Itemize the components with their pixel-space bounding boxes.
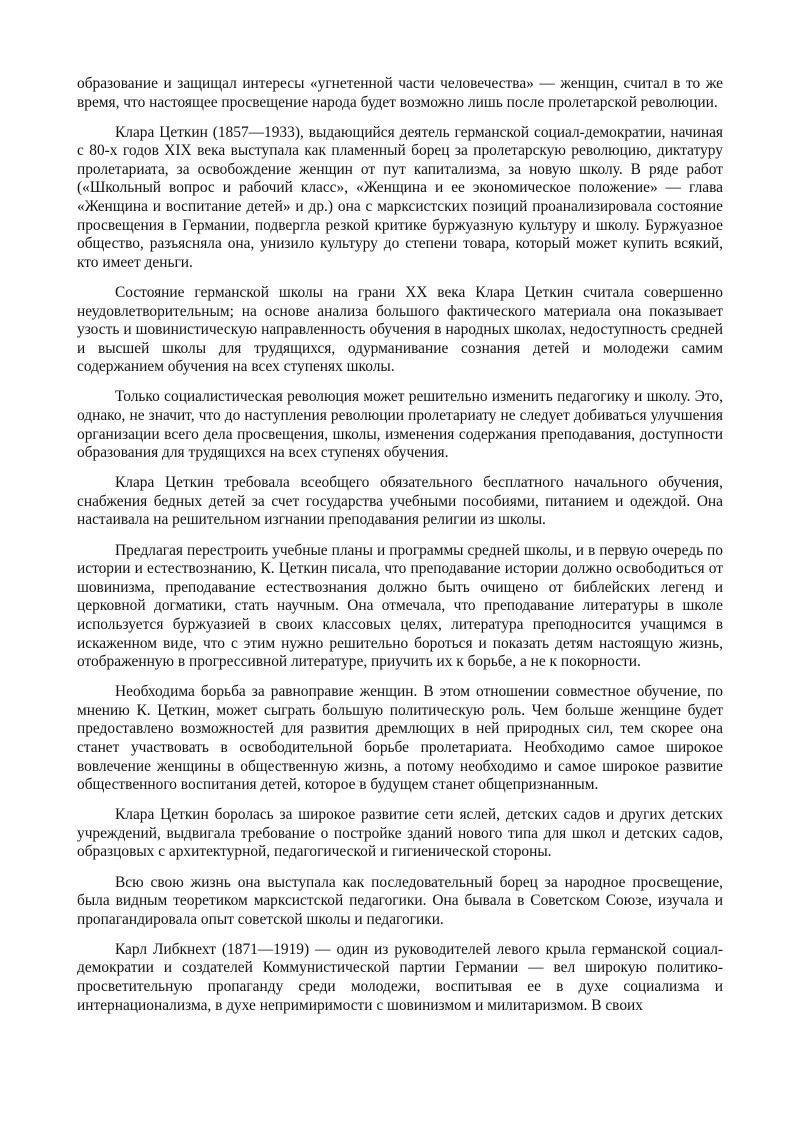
document-page [77, 75, 723, 1027]
paragraph-6: Предлагая перестроить учебные планы и программы средней школы, и в первую очередь по истории и естествознанию, К. Цеткин писала, что преподавание истории должно освободиться от шовинизма, преподавание естествознания должно быть очищено от библейских легенд и церковной догматики, стать научным. Она отмечала, что преподавание литературы в школе используется буржуазией в своих классовых целях, литература преподносится учащимся в искаженном виде, что с этим нужно решительно бороться и показать детям настоящую жизнь, отображенную в прогрессивной литературе, приучить их к борьбе, а не к покорности. [77, 541, 723, 671]
paragraph-4: Только социалистическая революция может решительно изменить педагогику и школу. Это, однако, не значит, что до наступления революции пролетариату не следует добиваться улучшения организации всего дела просвещения, школы, изменения содержания преподавания, доступности образования для трудящихся на всех ступенях обучения. [77, 388, 723, 462]
paragraph-1: образование и защищал интересы «угнетенной части человечества» — женщин, считал в то же время, что настоящее просвещение народа будет возможно лишь после пролетарской революции. [77, 75, 723, 111]
paragraph-8: Клара Цеткин боролась за широкое развитие сети яслей, детских садов и других детских учреждений, выдвигала требование о постройке зданий нового типа для школ и детских садов, образцовых с архитектурной, педагогической и гигиенической стороны. [77, 806, 723, 861]
paragraph-9: Всю свою жизнь она выступала как последовательный борец за народное просвещение, была видным теоретиком марксистской педагогики. Она бывала в Советском Союзе, изучала и пропагандировала опыт советской школы и педагогики. [77, 873, 723, 928]
paragraph-5: Клара Цеткин требовала всеобщего обязательного бесплатного начального обучения, снабжения бедных детей за счет государства учебными пособиями, питанием и одеждой. Она настаивала на решительном изгнании преподавания религии из школы. [77, 474, 723, 529]
paragraph-10: Карл Либкнехт (1871—1919) — один из руководителей левого крыла германской социал-демократии и создателей Коммунистической партии Германии — вел широкую политико-просветительную пропаганду среди молодежи, воспитывая ее в духе социализма и интернационализма, в духе непримиримости с шовинизмом и милитаризмом. В своих [77, 940, 723, 1014]
paragraph-3: Состояние германской школы на грани XX века Клара Цеткин считала совершенно неудовлетворительным; на основе анализа большого фактического материала она показывает узость и шовинистическую направленность обучения в народных школах, недоступность средней и высшей школы для трудящихся, одурманивание сознания детей и молодежи самим содержанием обучения на всех ступенях школы. [77, 283, 723, 376]
paragraph-2: Клара Цеткин (1857—1933), выдающийся деятель германской социал-демократии, начиная с 80-х годов XIX века выступала как пламенный борец за пролетарскую революцию, диктатуру пролетариата, за освобождение женщин от пут капитализма, за новую школу. В ряде работ («Школьный вопрос и рабочий класс», «Женщина и ее экономическое положение» — глава «Женщина и воспитание детей» и др.) она с марксистских позиций проанализировала состояние просвещения в Германии, подвергла резкой критике буржуазную культуру и школу. Буржуазное общество, разъясняла она, унизило культуру до степени товара, который может купить всякий, кто имеет деньги. [77, 123, 723, 271]
paragraph-7: Необходима борьба за равноправие женщин. В этом отношении совместное обучение, по мнению К. Цеткин, может сыграть большую политическую роль. Чем больше женщине будет предоставлено возможностей для развития дремлющих в ней природных сил, тем скорее она станет участвовать в освободительной борьбе пролетариата. Необходимо самое широкое вовлечение женщины в общественную жизнь, а потому необходимо и самое широкое развитие общественного воспитания детей, которое в будущем станет общепризнанным. [77, 683, 723, 794]
